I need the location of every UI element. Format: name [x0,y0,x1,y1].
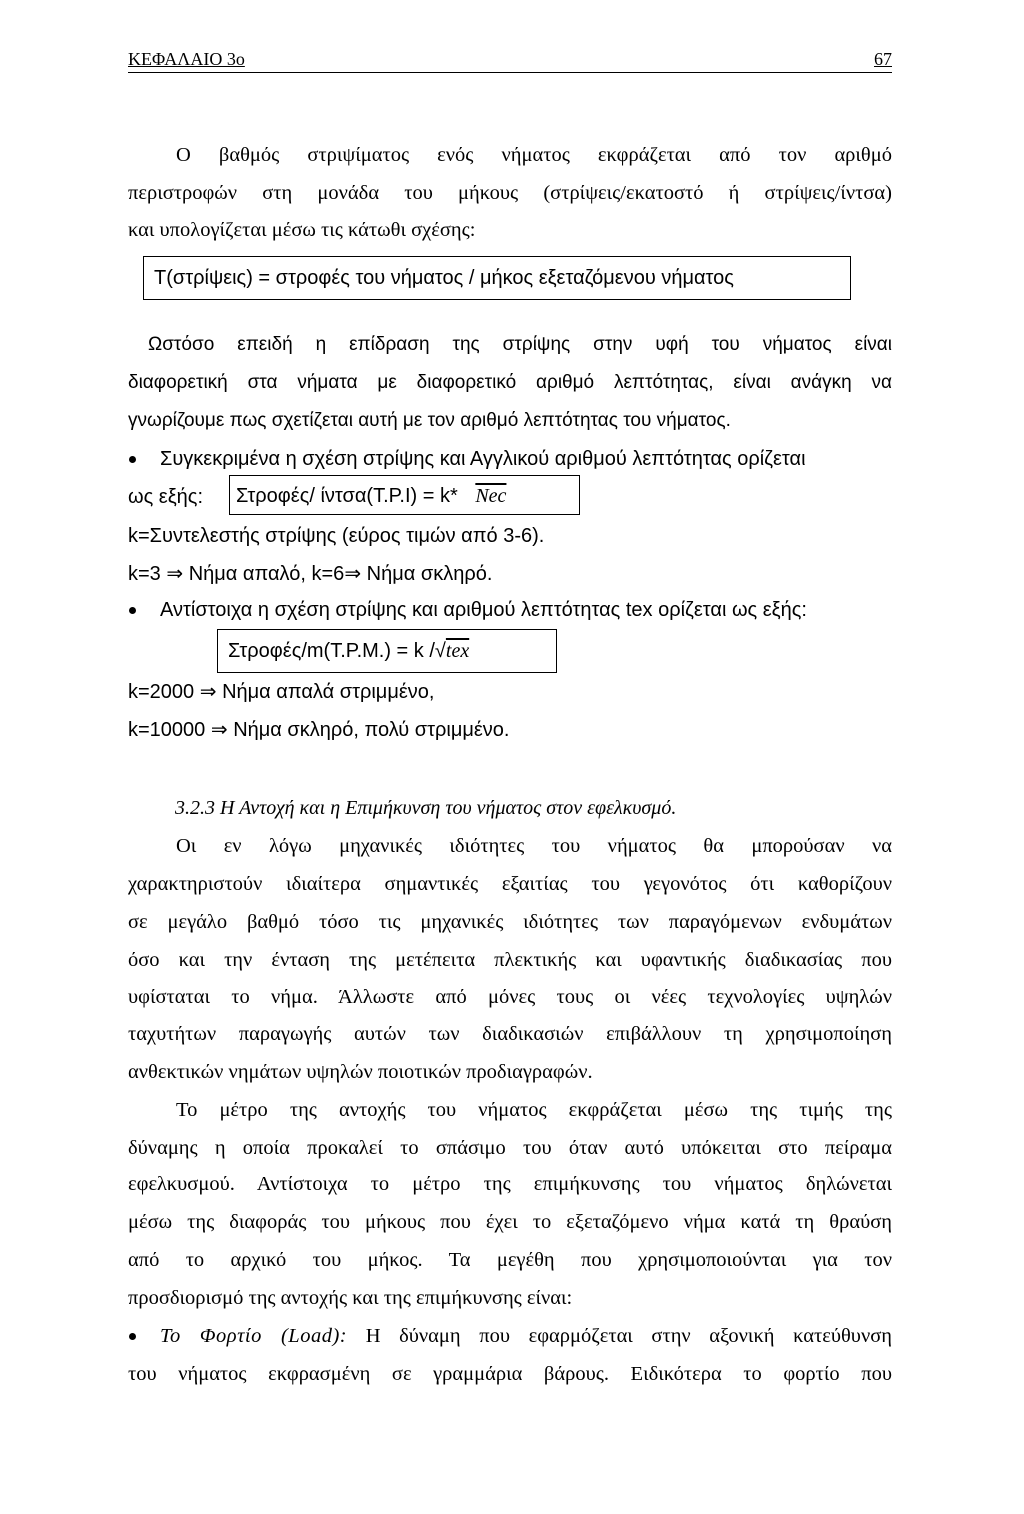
soft-text: Νήμα απαλό, [188,563,306,585]
intro-line-2: περιστροφών στη μονάδα του μήκους (στρίψεις/εκατοστό ή στρίψεις/ίντσα) [128,182,892,204]
para4-line-3: εφελκυσμού. Αντίστοιχα το μέτρο της επιμήκυνσης του νήματος δηλώνεται [128,1173,892,1195]
arrow-icon: ⇒ [210,719,228,741]
para2-line-2: διαφορετική στα νήματα με διαφορετικό αριθμό λεπτότητας, είναι ανάγκη να [128,372,892,393]
tpi-formula: Στροφές/ ίντσα(Τ.Ρ.Ι) = k* [236,485,458,507]
bullet-dot [129,607,136,614]
bullet-dot [129,456,136,463]
tpi-formula-box [229,475,580,515]
k-low-value: k=2000 [128,681,195,703]
bullet1-prefix: ως εξής: [128,486,203,508]
section-title: 3.2.3 Η Αντοχή και η Επιμήκυνση του νήματος στον εφελκυσμό. [175,797,677,819]
para4-line-2: δύναμης η οποία προκαλεί το σπάσιμο του όταν αυτό υπόκειται στο πείραμα [128,1137,892,1159]
para3-line-1: Οι εν λόγω μηχανικές ιδιότητες του νήματος θα μπορούσαν να [176,835,892,857]
intro-line-3: και υπολογίζεται μέσω τις κάτωθι σχέσης: [128,219,476,241]
high-text: Νήμα σκληρό, πολύ στριμμένο. [233,719,510,741]
page-number: 67 [874,49,892,69]
para4-line-4: μέσω της διαφοράς του μήκους που έχει το εξεταζόμενο νήμα κατά τη θραύση [128,1211,892,1233]
hard-text: Νήμα σκληρό. [366,563,493,585]
bullet-dot [129,1333,136,1340]
twist-formula-box [143,256,851,300]
arrow-icon: ⇒ [344,563,362,585]
load-line-2: του νήματος εκφρασμένη σε γραμμάρια βάρους. Ειδικότερα το φορτίο που [128,1363,892,1385]
page-header [128,48,892,73]
k-soft-hard-line [128,562,492,586]
k-soft-value: k=3 [128,563,161,585]
sqrt-icon: √ [434,640,446,662]
para2-line-3: γνωρίζουμε πως σχετίζεται αυτή με τον αριθμό λεπτότητας του νήματος. [128,410,731,431]
k-definition: k=Συντελεστής στρίψης (εύρος τιμών από 3-6). [128,525,545,547]
k-hard-value: k=6 [311,563,345,585]
para3-line-5: υφίσταται το νήμα. Άλλωστε από μόνες τους οι νέες τεχνολογίες υψηλών [128,986,892,1008]
para3-line-7: ανθεκτικών νημάτων υψηλών ποιοτικών προδιαγραφών. [128,1061,593,1083]
arrow-icon: ⇒ [166,563,184,585]
bullet2-line-1: Αντίστοιχα η σχέση στρίψης και αριθμού λεπτότητας tex ορίζεται ως εξής: [160,599,807,621]
para3-line-3: σε μεγάλο βαθμό τόσο τις μηχανικές ιδιότητες των παραγόμενων ενδυμάτων [128,911,892,933]
chapter-label: ΚΕΦΑΛΑΙΟ 3ο [128,49,245,69]
para4-line-1: Το μέτρο της αντοχής του νήματος εκφράζεται μέσω της τιμής της [176,1099,892,1121]
para4-line-5: από το αρχικό του μήκος. Τα μεγέθη που χρησιμοποιούνται για τον [128,1249,892,1271]
arrow-icon: ⇒ [199,681,217,703]
intro-line-1: Ο βαθμός στριψίματος ενός νήματος εκφράζεται από τον αριθμό [176,144,892,166]
para3-line-2: χαρακτηριστούν ιδιαίτερα σημαντικές εξαιτίας του γεγονότος ότι καθορίζουν [128,873,892,895]
tpm-formula-box [217,629,557,673]
para4-line-6: προσδιορισμό της αντοχής και της επιμήκυνσης είναι: [128,1287,573,1309]
k-high-line [128,718,509,742]
load-line-1-rest: Η δύναμη που εφαρμόζεται στην αξονική κατεύθυνση [365,1325,892,1347]
low-text: Νήμα απαλά στριμμένο, [222,681,435,703]
load-term: Το Φορτίο (Load): [160,1325,348,1347]
k-high-value: k=10000 [128,719,206,741]
tpm-formula: Στροφές/m(Τ.Ρ.Μ.) = k / [228,640,435,662]
bullet1-line-1: Συγκεκριμένα η σχέση στρίψης και Αγγλικού αριθμού λεπτότητας ορίζεται [160,448,806,470]
para2-line-1: Ωστόσο επειδή η επίδραση της στρίψης στην υφή του νήματος είναι [148,334,892,355]
nec-sqrt: $\overline{Nec}$ [475,485,507,507]
para3-line-6: ταχυτήτων παραγωγής αυτών των διαδικασιών επιβάλλουν τη χρησιμοποίηση [128,1023,892,1045]
twist-formula: Τ(στρίψεις) = στροφές του νήματος / μήκος εξεταζόμενου νήματος [154,267,734,289]
tex-sqrt: tex [445,640,470,662]
load-line-1 [160,1324,892,1348]
k-low-line [128,680,434,704]
para3-line-4: όσο και την ένταση της μετέπειτα πλεκτικής και υφαντικής διαδικασίας που [128,949,892,971]
